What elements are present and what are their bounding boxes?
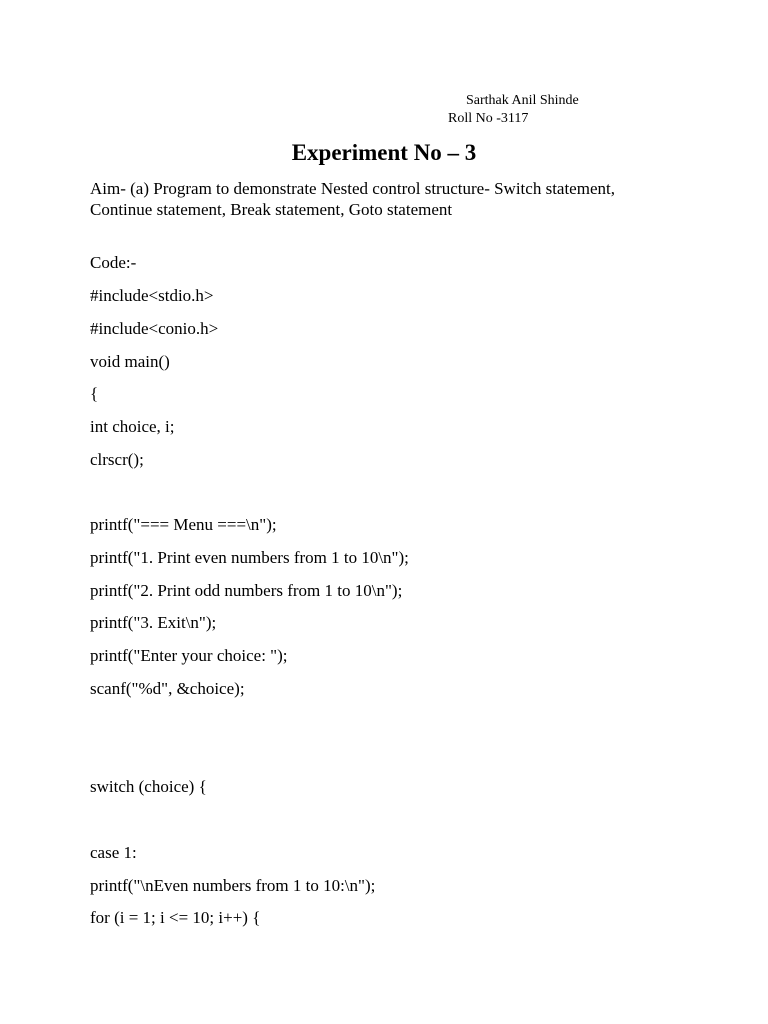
code-label: Code:- [90,253,137,272]
author-name: Sarthak Anil Shinde [466,93,579,108]
aim-line: Aim- (a) Program to demonstrate Nested control structure- Switch statement, [90,179,615,198]
aim-paragraph [90,178,690,220]
code-line: printf("Enter your choice: "); [90,646,288,665]
code-line: printf("1. Print even numbers from 1 to 10\n"); [90,548,409,567]
code-line: scanf("%d", &choice); [90,679,245,698]
code-line: #include<stdio.h> [90,286,214,305]
aim-line: Continue statement, Break statement, Goto statement [90,200,453,219]
code-line: #include<conio.h> [90,319,219,338]
page-title: Experiment No – 3 [291,140,477,165]
code-line: case 1: [90,843,137,862]
code-line: { [90,384,99,403]
code-line: printf("\nEven numbers from 1 to 10:\n"); [90,876,376,895]
code-line: for (i = 1; i <= 10; i++) { [90,908,261,927]
code-line: printf("3. Exit\n"); [90,613,217,632]
code-line: printf("2. Print odd numbers from 1 to 10\n"); [90,581,403,600]
code-line: switch (choice) { [90,777,207,796]
code-line: clrscr(); [90,450,144,469]
roll-number: Roll No -3117 [448,111,529,126]
code-line: int choice, i; [90,417,175,436]
code-line: void main() [90,352,170,371]
code-line: printf("=== Menu ===\n"); [90,515,277,534]
